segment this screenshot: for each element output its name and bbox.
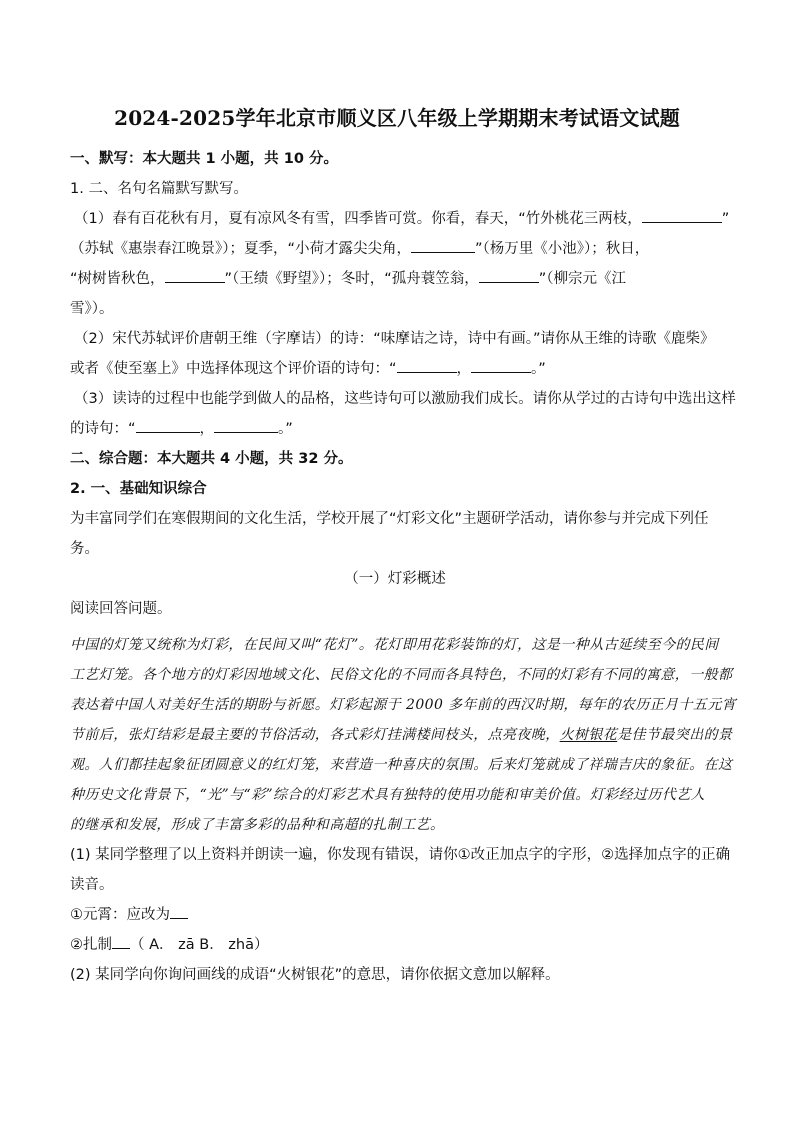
page-title: 2024-2025学年北京市顺义区八年级上学期期末考试语文试题 [114, 106, 680, 130]
q1-part1-text: ”（柳宗元《江 [538, 271, 627, 287]
section-2-header: 二、综合题：本大题共 4 小题，共 32 分。 [70, 451, 353, 467]
answer-blank[interactable] [214, 418, 278, 434]
passage-line: 工艺灯笼。各个地方的灯彩因地域文化、民俗文化的不同而各具特色，不同的灯彩有不同的寓意，一般都 [70, 667, 733, 683]
q1-part1-line2 [70, 234, 720, 264]
answer-blank[interactable] [170, 904, 188, 920]
passage-text: 是佳节最突出的景 [617, 727, 733, 743]
comma: ， [456, 361, 472, 377]
passage-line: 表达着中国人对美好生活的期盼与祈愿。灯彩起源于 2000 多年前的西汉时期，每年的农历正月十五元宵 [70, 697, 737, 713]
q2-1-line1: (1) 某同学整理了以上资料并朗读一遍，你发现有错误，请你①改正加点字的字形，②选择加点字的正确 [70, 847, 731, 863]
q1-part1-text: ”（王绩《野望》）；冬时，“孤舟蓑笠翁， [224, 271, 479, 287]
answer-blank[interactable] [165, 268, 225, 284]
q1-part1-line4: 雪》）。 [70, 301, 114, 317]
q1-part3-line2 [70, 414, 720, 444]
q1-part1-text: （苏轼《惠崇春江晚景》）；夏季，“小荷才露尖尖角， [70, 241, 412, 257]
q1-part1-line1 [70, 204, 730, 234]
quote-end: 。” [531, 361, 546, 377]
q2-1-a-text: ①元霄：应改为 [70, 907, 170, 923]
answer-blank[interactable] [397, 358, 457, 374]
underlined-idiom: 火树银花 [559, 727, 618, 743]
passage-line: 观。人们都挂起象征团圆意义的红灯笼，来营造一种喜庆的氛围。后来灯笼就成了祥瑞吉庆的象征。在这 [70, 757, 733, 773]
q1-part1-text: ”（杨万里《小池》）；秋日， [475, 241, 650, 257]
intro-line1: 为丰富同学们在寒假期间的文化生活，学校开展了“灯彩文化”主题研学活动，请你参与并完成下列任 [70, 511, 709, 527]
question-1-title: 1. 二、名句名篇默写默写。 [70, 181, 248, 197]
question-2-title: 2. 一、基础知识综合 [70, 481, 207, 497]
answer-blank[interactable] [136, 418, 200, 434]
q1-part2-text: 或者《使至塞上》中选择体现这个评价语的诗句：“ [70, 361, 397, 377]
q2-1-a [70, 900, 720, 930]
q2-1-b-options: （ A． zā B． zhā） [130, 937, 269, 953]
q2-1-b [70, 930, 720, 960]
q1-part2-line1: （2）宋代苏轼评价唐朝王维（字摩诘）的诗：“味摩诘之诗，诗中有画。”请你从王维的诗歌《鹿柴》 [74, 331, 715, 347]
answer-blank[interactable] [112, 934, 130, 950]
subheading: （一）灯彩概述 [344, 571, 446, 587]
quote-close: ” [721, 211, 730, 227]
answer-blank[interactable] [642, 208, 722, 224]
q1-part3-text: 的诗句：“ [70, 421, 136, 437]
exam-content [70, 144, 737, 990]
passage-text: 节前后，张灯结彩是最主要的节俗活动，各式彩灯挂满楼间枝头，点亮夜晚， [70, 727, 560, 743]
q1-part1-text: “树树皆秋色， [70, 271, 165, 287]
q1-part1-line3 [70, 264, 720, 294]
q1-part3-line1: （3）读诗的过程中也能学到做人的品格，这些诗句可以激励我们成长。请你从学过的古诗句中选出这样 [74, 391, 736, 407]
passage-line: 种历史文化背景下，“光”与“彩”综合的灯彩艺术具有独特的使用功能和审美价值。灯彩经过历代艺人 [70, 787, 706, 803]
passage-line [70, 720, 733, 750]
comma: ， [199, 421, 215, 437]
answer-blank[interactable] [471, 358, 531, 374]
q1-part2-line2 [70, 354, 720, 384]
q2-1-b-text: ②扎制 [70, 937, 112, 953]
intro-line2: 务。 [70, 541, 99, 557]
reading-passage [70, 630, 737, 840]
answer-blank[interactable] [479, 268, 539, 284]
passage-line: 的继承和发展，形成了丰富多彩的品种和高超的扎制工艺。 [70, 817, 445, 833]
read-prompt: 阅读回答问题。 [70, 601, 172, 617]
passage-line: 中国的灯笼又统称为灯彩，在民间又叫“花灯”。花灯即用花彩装饰的灯，这是一种从古延续至今的民间 [70, 637, 719, 653]
section-1-header: 一、默写：本大题共 1 小题，共 10 分。 [70, 151, 338, 167]
q2-2: (2) 某同学向你询问画线的成语“火树银花”的意思，请你依据文意加以解释。 [70, 967, 560, 983]
q1-part1-text: （1）春有百花秋有月，夏有凉风冬有雪，四季皆可赏。你看，春天，“竹外桃花三两枝， [74, 211, 642, 227]
quote-end: 。” [278, 421, 293, 437]
q2-1-line2: 读音。 [70, 877, 114, 893]
answer-blank[interactable] [411, 238, 475, 254]
